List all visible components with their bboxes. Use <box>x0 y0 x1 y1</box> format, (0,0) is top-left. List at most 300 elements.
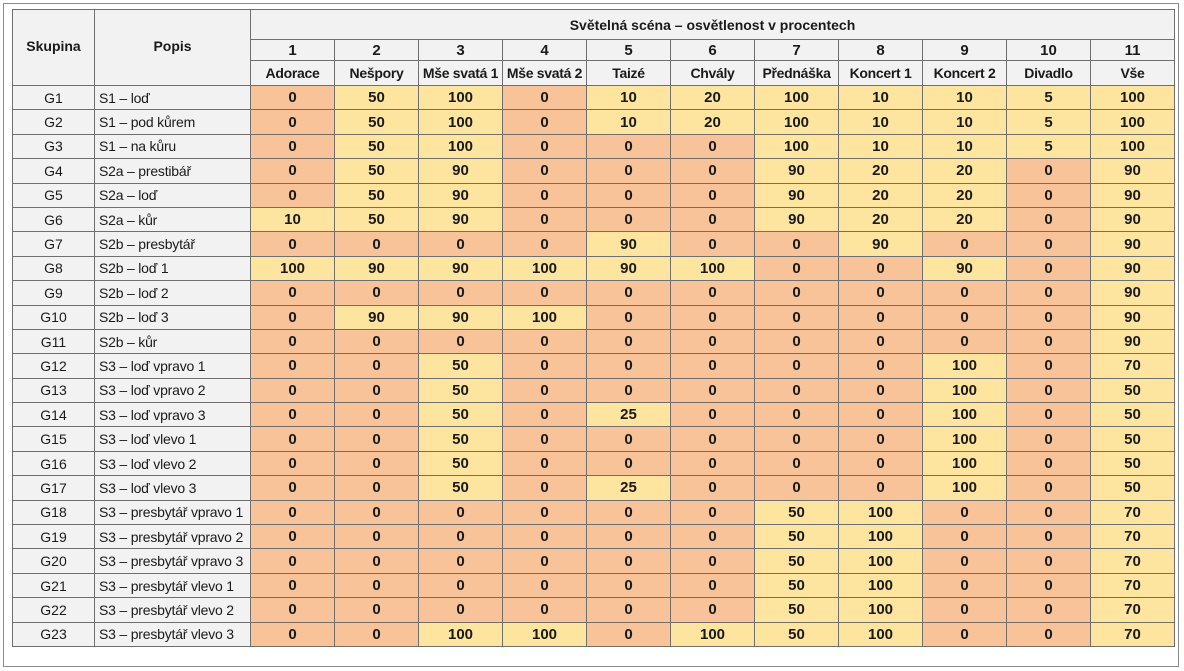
value-cell: 0 <box>839 476 923 500</box>
value-cell: 100 <box>419 110 503 134</box>
value-cell: 100 <box>923 403 1007 427</box>
description-cell: S3 – loď vlevo 3 <box>95 476 251 500</box>
value-cell: 0 <box>1007 622 1091 646</box>
group-cell: G19 <box>13 525 95 549</box>
scene-number-1: 1 <box>251 40 335 61</box>
value-cell: 90 <box>1091 183 1175 207</box>
value-cell: 0 <box>335 451 419 475</box>
value-cell: 0 <box>251 232 335 256</box>
value-cell: 0 <box>1007 329 1091 353</box>
value-cell: 0 <box>251 525 335 549</box>
description-cell: S2b – loď 3 <box>95 305 251 329</box>
value-cell: 0 <box>923 329 1007 353</box>
scene-number-3: 3 <box>419 40 503 61</box>
value-cell: 50 <box>335 110 419 134</box>
value-cell: 0 <box>251 354 335 378</box>
value-cell: 0 <box>755 451 839 475</box>
value-cell: 0 <box>671 329 755 353</box>
value-cell: 0 <box>251 427 335 451</box>
value-cell: 0 <box>251 159 335 183</box>
value-cell: 0 <box>671 598 755 622</box>
value-cell: 0 <box>671 281 755 305</box>
group-cell: G21 <box>13 573 95 597</box>
value-cell: 90 <box>755 183 839 207</box>
value-cell: 5 <box>1007 134 1091 158</box>
description-cell: S3 – loď vpravo 1 <box>95 354 251 378</box>
value-cell: 0 <box>335 476 419 500</box>
scene-number-11: 11 <box>1091 40 1175 61</box>
value-cell: 70 <box>1091 525 1175 549</box>
value-cell: 0 <box>251 86 335 110</box>
value-cell: 25 <box>587 403 671 427</box>
table-row <box>13 598 1175 622</box>
value-cell: 0 <box>755 403 839 427</box>
value-cell: 100 <box>755 86 839 110</box>
description-cell: S2b – loď 2 <box>95 281 251 305</box>
group-cell: G23 <box>13 622 95 646</box>
value-cell: 0 <box>335 598 419 622</box>
group-cell: G18 <box>13 500 95 524</box>
value-cell: 50 <box>755 622 839 646</box>
value-cell: 50 <box>335 86 419 110</box>
value-cell: 0 <box>503 427 587 451</box>
group-cell: G15 <box>13 427 95 451</box>
description-cell: S3 – loď vlevo 2 <box>95 451 251 475</box>
value-cell: 0 <box>503 159 587 183</box>
value-cell: 50 <box>335 207 419 231</box>
value-cell: 90 <box>1091 329 1175 353</box>
value-cell: 0 <box>587 427 671 451</box>
value-cell: 90 <box>755 207 839 231</box>
scene-name-10: Divadlo <box>1007 61 1091 86</box>
value-cell: 0 <box>671 305 755 329</box>
value-cell: 0 <box>419 598 503 622</box>
value-cell: 0 <box>251 110 335 134</box>
value-cell: 0 <box>1007 451 1091 475</box>
description-cell: S1 – na kůru <box>95 134 251 158</box>
scene-number-2: 2 <box>335 40 419 61</box>
value-cell: 0 <box>251 549 335 573</box>
value-cell: 10 <box>839 86 923 110</box>
description-cell: S2a – kůr <box>95 207 251 231</box>
value-cell: 90 <box>755 159 839 183</box>
value-cell: 0 <box>503 207 587 231</box>
value-cell: 0 <box>503 110 587 134</box>
value-cell: 0 <box>587 573 671 597</box>
value-cell: 0 <box>755 329 839 353</box>
value-cell: 10 <box>251 207 335 231</box>
value-cell: 25 <box>587 476 671 500</box>
table-row <box>13 427 1175 451</box>
value-cell: 50 <box>335 159 419 183</box>
group-cell: G11 <box>13 329 95 353</box>
scene-number-5: 5 <box>587 40 671 61</box>
description-cell: S3 – loď vpravo 3 <box>95 403 251 427</box>
scene-name-7: Přednáška <box>755 61 839 86</box>
value-cell: 10 <box>587 86 671 110</box>
value-cell: 100 <box>419 86 503 110</box>
value-cell: 100 <box>839 573 923 597</box>
value-cell: 0 <box>671 183 755 207</box>
group-cell: G13 <box>13 378 95 402</box>
value-cell: 50 <box>419 427 503 451</box>
value-cell: 10 <box>923 110 1007 134</box>
value-cell: 100 <box>755 134 839 158</box>
value-cell: 10 <box>923 86 1007 110</box>
value-cell: 90 <box>839 232 923 256</box>
value-cell: 0 <box>587 598 671 622</box>
value-cell: 10 <box>839 134 923 158</box>
value-cell: 0 <box>503 451 587 475</box>
value-cell: 0 <box>503 378 587 402</box>
scene-number-4: 4 <box>503 40 587 61</box>
value-cell: 0 <box>923 525 1007 549</box>
value-cell: 0 <box>587 622 671 646</box>
table-row <box>13 476 1175 500</box>
value-cell: 90 <box>1091 256 1175 280</box>
value-cell: 90 <box>419 256 503 280</box>
value-cell: 100 <box>923 451 1007 475</box>
group-cell: G6 <box>13 207 95 231</box>
value-cell: 0 <box>671 451 755 475</box>
value-cell: 0 <box>755 354 839 378</box>
table-row <box>13 86 1175 110</box>
table-row <box>13 207 1175 231</box>
value-cell: 0 <box>839 403 923 427</box>
value-cell: 0 <box>503 525 587 549</box>
value-cell: 0 <box>503 232 587 256</box>
group-cell: G20 <box>13 549 95 573</box>
value-cell: 0 <box>503 573 587 597</box>
value-cell: 0 <box>587 500 671 524</box>
value-cell: 0 <box>419 329 503 353</box>
group-cell: G5 <box>13 183 95 207</box>
description-cell: S3 – presbytář vpravo 2 <box>95 525 251 549</box>
value-cell: 0 <box>671 134 755 158</box>
value-cell: 70 <box>1091 500 1175 524</box>
scene-name-2: Nešpory <box>335 61 419 86</box>
group-cell: G9 <box>13 281 95 305</box>
table-row <box>13 281 1175 305</box>
value-cell: 0 <box>839 329 923 353</box>
table-body <box>13 86 1175 647</box>
value-cell: 50 <box>755 573 839 597</box>
value-cell: 0 <box>335 500 419 524</box>
group-cell: G8 <box>13 256 95 280</box>
value-cell: 70 <box>1091 598 1175 622</box>
value-cell: 100 <box>1091 110 1175 134</box>
group-cell: G12 <box>13 354 95 378</box>
value-cell: 0 <box>1007 476 1091 500</box>
description-cell: S3 – loď vpravo 2 <box>95 378 251 402</box>
value-cell: 0 <box>1007 159 1091 183</box>
value-cell: 0 <box>587 305 671 329</box>
value-cell: 0 <box>755 232 839 256</box>
value-cell: 100 <box>755 110 839 134</box>
value-cell: 0 <box>755 256 839 280</box>
table-row <box>13 378 1175 402</box>
value-cell: 90 <box>335 256 419 280</box>
value-cell: 0 <box>671 500 755 524</box>
description-cell: S3 – presbytář vpravo 3 <box>95 549 251 573</box>
table-row <box>13 451 1175 475</box>
value-cell: 0 <box>671 549 755 573</box>
value-cell: 0 <box>923 281 1007 305</box>
value-cell: 0 <box>251 183 335 207</box>
description-cell: S2b – presbytář <box>95 232 251 256</box>
value-cell: 90 <box>1091 159 1175 183</box>
group-cell: G7 <box>13 232 95 256</box>
value-cell: 20 <box>671 110 755 134</box>
value-cell: 0 <box>587 159 671 183</box>
group-cell: G1 <box>13 86 95 110</box>
value-cell: 0 <box>1007 207 1091 231</box>
value-cell: 0 <box>251 329 335 353</box>
value-cell: 0 <box>1007 232 1091 256</box>
value-cell: 0 <box>335 281 419 305</box>
value-cell: 50 <box>755 549 839 573</box>
lighting-scene-table <box>12 9 1175 647</box>
value-cell: 0 <box>839 378 923 402</box>
table-row <box>13 525 1175 549</box>
table-row <box>13 232 1175 256</box>
scene-name-5: Taizé <box>587 61 671 86</box>
value-cell: 0 <box>923 305 1007 329</box>
group-cell: G10 <box>13 305 95 329</box>
table-row <box>13 159 1175 183</box>
value-cell: 10 <box>587 110 671 134</box>
value-cell: 0 <box>335 525 419 549</box>
group-cell: G14 <box>13 403 95 427</box>
scene-name-4: Mše svatá 2 <box>503 61 587 86</box>
value-cell: 0 <box>1007 378 1091 402</box>
value-cell: 0 <box>755 427 839 451</box>
value-cell: 20 <box>839 207 923 231</box>
value-cell: 0 <box>503 476 587 500</box>
value-cell: 0 <box>419 281 503 305</box>
scene-number-6: 6 <box>671 40 755 61</box>
value-cell: 50 <box>419 476 503 500</box>
scene-name-6: Chvály <box>671 61 755 86</box>
description-cell: S3 – presbytář vlevo 2 <box>95 598 251 622</box>
value-cell: 100 <box>839 525 923 549</box>
value-cell: 0 <box>1007 598 1091 622</box>
value-cell: 0 <box>755 281 839 305</box>
value-cell: 0 <box>335 549 419 573</box>
value-cell: 0 <box>503 86 587 110</box>
value-cell: 0 <box>503 183 587 207</box>
value-cell: 0 <box>251 500 335 524</box>
value-cell: 0 <box>587 183 671 207</box>
value-cell: 100 <box>1091 86 1175 110</box>
value-cell: 0 <box>671 232 755 256</box>
value-cell: 50 <box>419 378 503 402</box>
scene-header: Světelná scéna – osvětlenost v procentech <box>251 10 1175 40</box>
value-cell: 100 <box>1091 134 1175 158</box>
value-cell: 0 <box>419 500 503 524</box>
value-cell: 90 <box>923 256 1007 280</box>
value-cell: 0 <box>671 525 755 549</box>
value-cell: 100 <box>419 134 503 158</box>
value-cell: 50 <box>755 500 839 524</box>
value-cell: 90 <box>587 232 671 256</box>
description-cell: S3 – presbytář vlevo 3 <box>95 622 251 646</box>
value-cell: 0 <box>503 549 587 573</box>
value-cell: 50 <box>1091 476 1175 500</box>
value-cell: 0 <box>923 598 1007 622</box>
value-cell: 0 <box>671 476 755 500</box>
value-cell: 0 <box>503 598 587 622</box>
value-cell: 0 <box>251 598 335 622</box>
value-cell: 90 <box>1091 207 1175 231</box>
value-cell: 90 <box>419 183 503 207</box>
value-cell: 90 <box>419 207 503 231</box>
value-cell: 20 <box>923 183 1007 207</box>
value-cell: 0 <box>839 354 923 378</box>
value-cell: 0 <box>419 232 503 256</box>
value-cell: 0 <box>1007 281 1091 305</box>
value-cell: 0 <box>419 525 503 549</box>
scene-name-3: Mše svatá 1 <box>419 61 503 86</box>
description-cell: S3 – loď vlevo 1 <box>95 427 251 451</box>
value-cell: 100 <box>839 598 923 622</box>
value-cell: 0 <box>1007 573 1091 597</box>
value-cell: 0 <box>671 427 755 451</box>
value-cell: 0 <box>923 549 1007 573</box>
scene-name-1: Adorace <box>251 61 335 86</box>
scene-number-8: 8 <box>839 40 923 61</box>
value-cell: 0 <box>671 403 755 427</box>
value-cell: 0 <box>587 329 671 353</box>
value-cell: 90 <box>587 256 671 280</box>
group-cell: G17 <box>13 476 95 500</box>
value-cell: 100 <box>419 622 503 646</box>
description-cell: S2b – kůr <box>95 329 251 353</box>
value-cell: 0 <box>335 354 419 378</box>
value-cell: 0 <box>1007 525 1091 549</box>
value-cell: 50 <box>419 451 503 475</box>
value-cell: 50 <box>1091 427 1175 451</box>
table-row <box>13 329 1175 353</box>
value-cell: 0 <box>671 207 755 231</box>
value-cell: 0 <box>503 354 587 378</box>
value-cell: 100 <box>923 378 1007 402</box>
value-cell: 0 <box>923 232 1007 256</box>
value-cell: 0 <box>419 549 503 573</box>
value-cell: 20 <box>671 86 755 110</box>
value-cell: 50 <box>419 354 503 378</box>
value-cell: 70 <box>1091 354 1175 378</box>
value-cell: 100 <box>671 622 755 646</box>
value-cell: 0 <box>503 500 587 524</box>
scene-name-11: Vše <box>1091 61 1175 86</box>
value-cell: 0 <box>587 354 671 378</box>
value-cell: 0 <box>251 573 335 597</box>
value-cell: 0 <box>503 403 587 427</box>
value-cell: 0 <box>755 378 839 402</box>
value-cell: 100 <box>839 500 923 524</box>
value-cell: 70 <box>1091 622 1175 646</box>
description-cell: S3 – presbytář vlevo 1 <box>95 573 251 597</box>
description-cell: S1 – loď <box>95 86 251 110</box>
value-cell: 90 <box>1091 281 1175 305</box>
value-cell: 0 <box>587 378 671 402</box>
value-cell: 100 <box>671 256 755 280</box>
value-cell: 0 <box>587 525 671 549</box>
description-cell: S2a – loď <box>95 183 251 207</box>
value-cell: 0 <box>587 549 671 573</box>
group-cell: G2 <box>13 110 95 134</box>
value-cell: 100 <box>923 476 1007 500</box>
group-column-header: Skupina <box>13 10 95 86</box>
value-cell: 100 <box>251 256 335 280</box>
table-row <box>13 305 1175 329</box>
value-cell: 20 <box>923 159 1007 183</box>
value-cell: 0 <box>335 378 419 402</box>
description-cell: S2a – prestibář <box>95 159 251 183</box>
value-cell: 20 <box>839 183 923 207</box>
value-cell: 0 <box>671 573 755 597</box>
value-cell: 20 <box>923 207 1007 231</box>
group-cell: G4 <box>13 159 95 183</box>
group-cell: G22 <box>13 598 95 622</box>
value-cell: 0 <box>251 451 335 475</box>
scene-number-9: 9 <box>923 40 1007 61</box>
value-cell: 0 <box>251 476 335 500</box>
value-cell: 0 <box>839 451 923 475</box>
value-cell: 0 <box>1007 549 1091 573</box>
value-cell: 0 <box>587 451 671 475</box>
value-cell: 100 <box>923 354 1007 378</box>
table-row <box>13 183 1175 207</box>
value-cell: 70 <box>1091 573 1175 597</box>
value-cell: 0 <box>839 427 923 451</box>
value-cell: 0 <box>419 573 503 597</box>
value-cell: 0 <box>671 159 755 183</box>
value-cell: 0 <box>587 281 671 305</box>
value-cell: 50 <box>419 403 503 427</box>
value-cell: 0 <box>251 134 335 158</box>
table-row <box>13 354 1175 378</box>
value-cell: 0 <box>923 573 1007 597</box>
scene-name-8: Koncert 1 <box>839 61 923 86</box>
value-cell: 0 <box>1007 183 1091 207</box>
value-cell: 0 <box>587 134 671 158</box>
value-cell: 0 <box>503 134 587 158</box>
value-cell: 0 <box>335 427 419 451</box>
value-cell: 100 <box>839 622 923 646</box>
value-cell: 5 <box>1007 110 1091 134</box>
description-cell: S1 – pod kůrem <box>95 110 251 134</box>
value-cell: 100 <box>503 256 587 280</box>
value-cell: 0 <box>923 500 1007 524</box>
value-cell: 50 <box>335 134 419 158</box>
group-cell: G16 <box>13 451 95 475</box>
value-cell: 90 <box>335 305 419 329</box>
value-cell: 0 <box>251 403 335 427</box>
value-cell: 0 <box>839 281 923 305</box>
table-row <box>13 622 1175 646</box>
value-cell: 100 <box>503 622 587 646</box>
description-cell: S2b – loď 1 <box>95 256 251 280</box>
value-cell: 0 <box>335 232 419 256</box>
table-row <box>13 110 1175 134</box>
value-cell: 0 <box>1007 256 1091 280</box>
value-cell: 0 <box>251 622 335 646</box>
value-cell: 0 <box>1007 403 1091 427</box>
value-cell: 90 <box>419 159 503 183</box>
value-cell: 50 <box>335 183 419 207</box>
